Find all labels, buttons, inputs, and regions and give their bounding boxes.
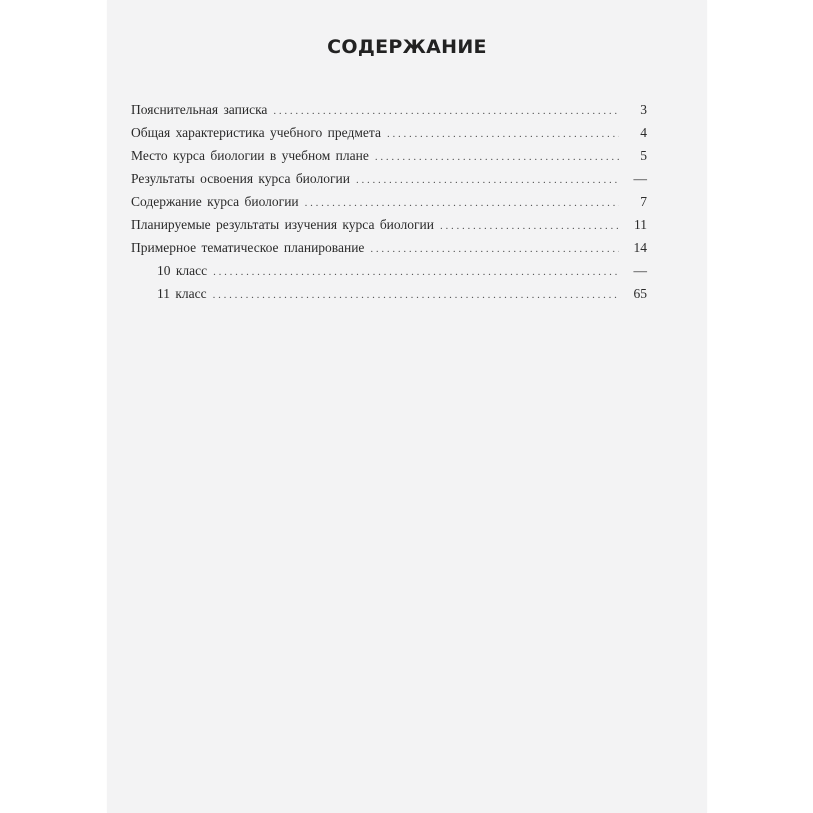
toc-leader-dots xyxy=(356,169,619,192)
toc-entry-page: — xyxy=(633,263,647,278)
toc-leader-dots xyxy=(213,261,619,284)
toc-entry xyxy=(131,98,647,121)
toc-entry-title: Общая характеристика учебного предмета xyxy=(131,125,381,140)
page-title: СОДЕРЖАНИЕ xyxy=(327,36,487,58)
toc-entry-page: 7 xyxy=(640,194,647,209)
toc-entry-page: 11 xyxy=(634,217,647,232)
toc-leader-dots xyxy=(370,238,619,261)
toc-entry-title: Содержание курса биологии xyxy=(131,194,299,209)
toc-leader-dots xyxy=(305,192,619,215)
toc-entry-title: Планируемые результаты изучения курса биологии xyxy=(131,217,434,232)
table-of-contents xyxy=(131,98,647,305)
toc-entry-title: Место курса биологии в учебном плане xyxy=(131,148,369,163)
toc-entry xyxy=(131,121,647,144)
toc-leader-dots xyxy=(375,146,619,169)
toc-entry-page: 3 xyxy=(640,102,647,117)
toc-entry xyxy=(131,167,647,190)
toc-leader-dots xyxy=(440,215,619,238)
toc-entry-title: Результаты освоения курса биологии xyxy=(131,171,350,186)
document-page xyxy=(107,0,707,813)
toc-entry xyxy=(131,236,647,259)
toc-entry-title: 10 класс xyxy=(157,263,208,278)
toc-entry-page: 65 xyxy=(633,286,647,301)
toc-entry-page: — xyxy=(633,171,647,186)
toc-entry-page: 14 xyxy=(633,240,647,255)
toc-entry-page: 5 xyxy=(640,148,647,163)
toc-entry-title: 11 класс xyxy=(157,286,207,301)
toc-entry-title: Примерное тематическое планирование xyxy=(131,240,365,255)
toc-leader-dots xyxy=(273,100,619,123)
toc-subentry xyxy=(131,282,647,305)
toc-entry xyxy=(131,213,647,236)
toc-subentry xyxy=(131,259,647,282)
toc-entry xyxy=(131,144,647,167)
toc-leader-dots xyxy=(387,123,619,146)
toc-leader-dots xyxy=(213,284,619,307)
toc-entry-title: Пояснительная записка xyxy=(131,102,268,117)
toc-entry xyxy=(131,190,647,213)
toc-entry-page: 4 xyxy=(640,125,647,140)
